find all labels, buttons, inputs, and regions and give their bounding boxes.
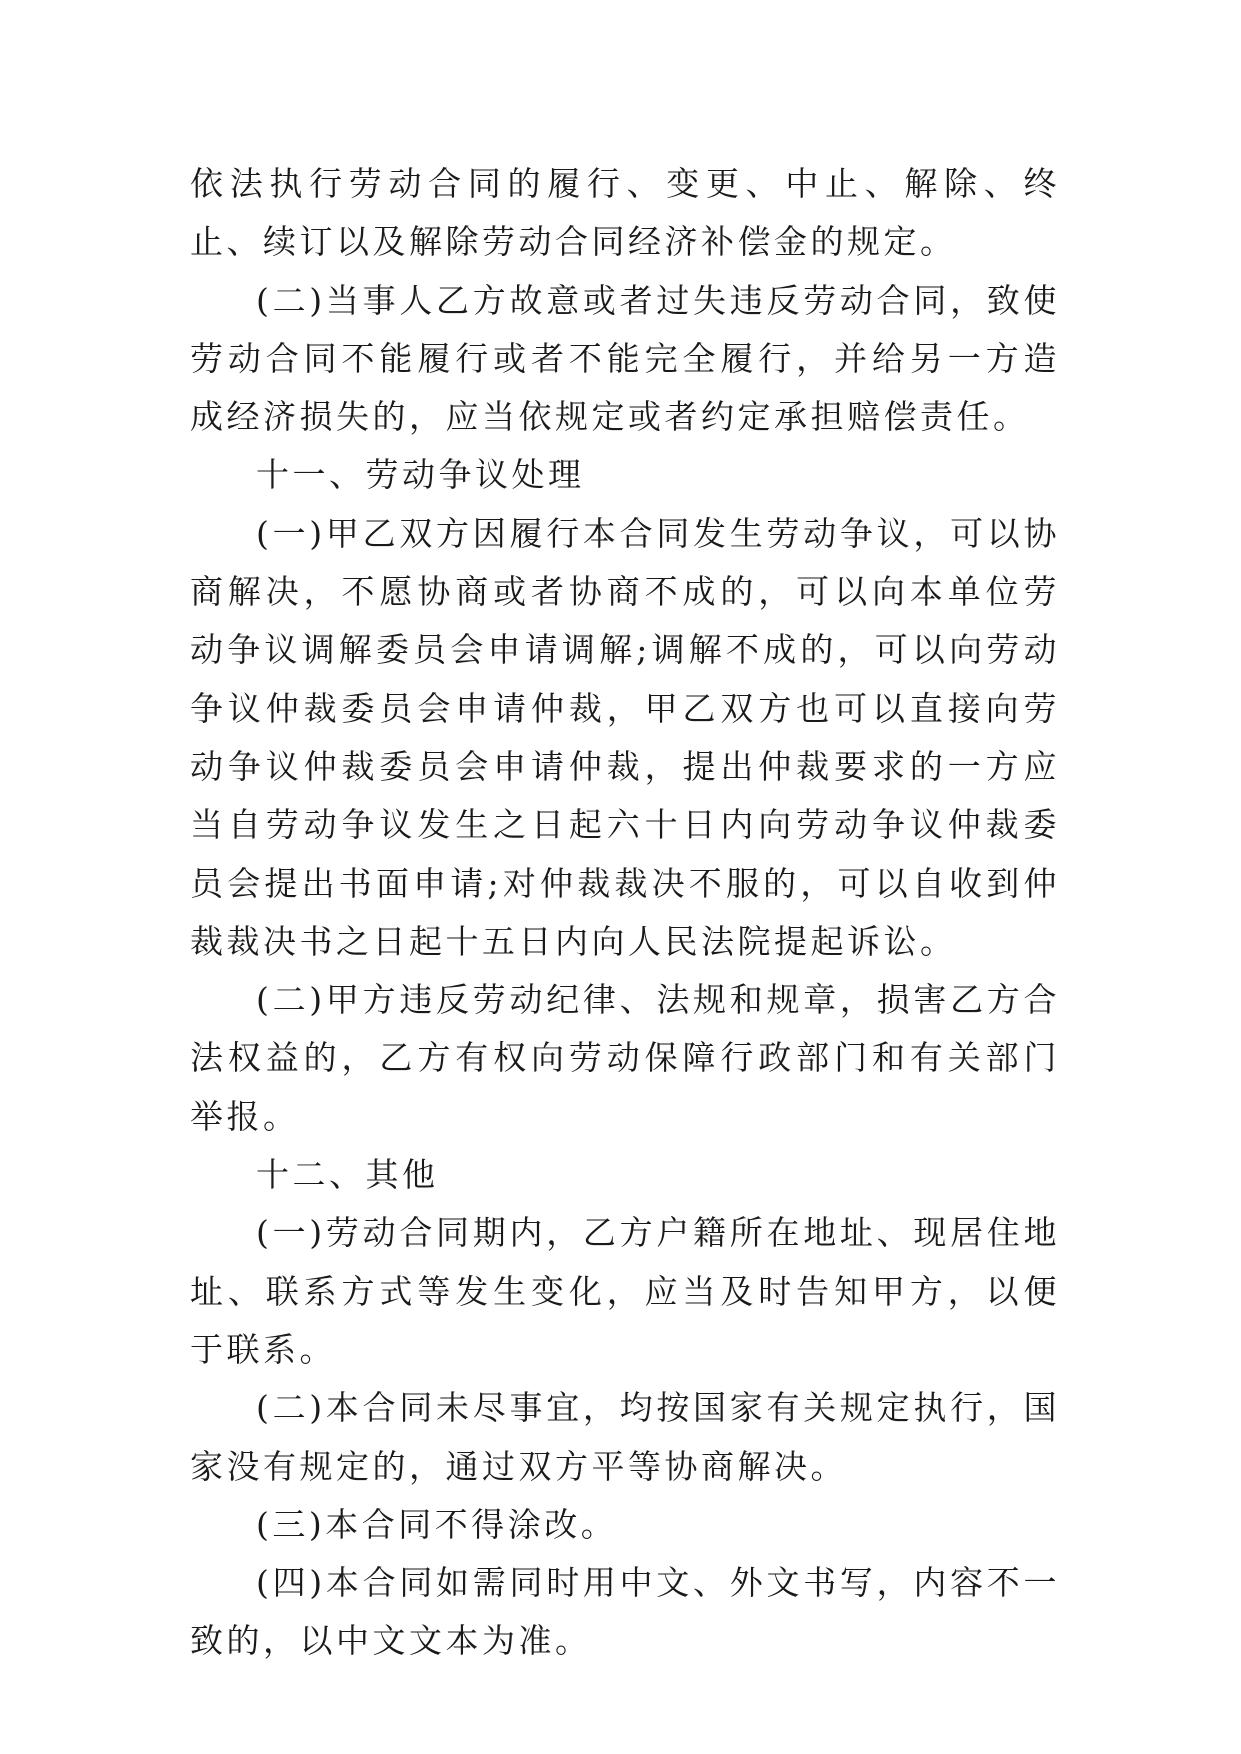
- section-heading-other: 十二、其他: [256, 1155, 439, 1195]
- paragraph-unspecified-matters: (二)本合同未尽事宜，均按国家有关规定执行，国家没有规定的，通过双方平等协商解决。: [190, 1388, 1060, 1486]
- paragraph-dispute-resolution: (一)甲乙双方因履行本合同发生劳动争议，可以协商解决，不愿协商或者协商不成的，可以向本单位劳动争议调解委员会申请调解;调解不成的，可以向劳动争议仲裁委员会申请仲裁，甲乙双方也可以直接向劳动争议仲裁委员会申请仲裁，提出仲裁要求的一方应当自劳动争议发生之日起六十日内向劳动争议仲裁委员会提出书面申请;对仲裁裁决不服的，可以自收到仲裁裁决书之日起十五日内向人民法院提起诉讼。: [190, 513, 1060, 961]
- contract-body: [190, 155, 1060, 1671]
- section-heading-dispute: 十一、劳动争议处理: [256, 455, 585, 495]
- paragraph-contact-change: (一)劳动合同期内，乙方户籍所在地址、现居住地址、联系方式等发生变化，应当及时告知甲方，以便于联系。: [190, 1213, 1060, 1369]
- paragraph-language-priority: (四)本合同如需同时用中文、外文书写，内容不一致的，以中文文本为准。: [190, 1563, 1060, 1661]
- paragraph-liability-clause: (二)当事人乙方故意或者过失违反劳动合同，致使劳动合同不能履行或者不能完全履行，并给另一方造成经济损失的，应当依规定或者约定承担赔偿责任。: [190, 280, 1060, 437]
- paragraph-no-alteration: (三)本合同不得涂改。: [256, 1504, 618, 1544]
- paragraph-report-violation: (二)甲方违反劳动纪律、法规和规章，损害乙方合法权益的，乙方有权向劳动保障行政部门和有关部门举报。: [190, 980, 1060, 1136]
- paragraph-compensation-rules: 依法执行劳动合同的履行、变更、中止、解除、终止、续订以及解除劳动合同经济补偿金的规定。: [190, 164, 1060, 262]
